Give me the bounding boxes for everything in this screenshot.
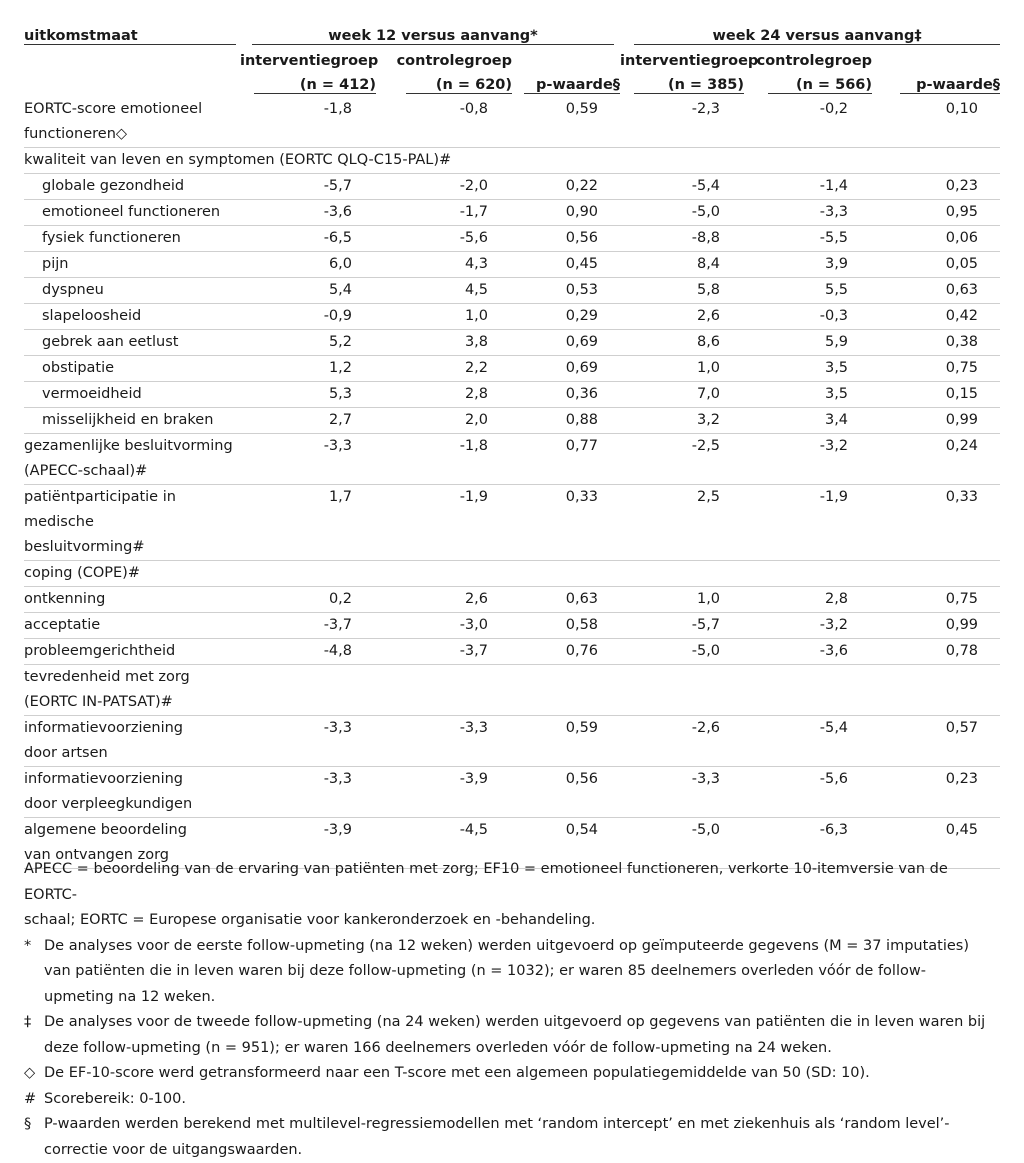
table-cell: -0,8 <box>376 97 512 148</box>
table-cell <box>240 665 376 716</box>
table-cell: 0,75 <box>872 587 1000 613</box>
table-cell: -1,9 <box>376 485 512 561</box>
table-cell: 2,6 <box>620 304 744 330</box>
table-cell: 2,8 <box>744 587 872 613</box>
table-cell: 0,78 <box>872 639 1000 665</box>
table-cell: -1,8 <box>240 97 376 148</box>
table-cell: -5,0 <box>620 639 744 665</box>
table-cell: -5,7 <box>240 174 376 200</box>
table-cell: 0,23 <box>872 174 1000 200</box>
table-cell: -1,4 <box>744 174 872 200</box>
table-cell: 0,99 <box>872 408 1000 434</box>
row-label: informatievoorziening door artsen <box>24 716 240 767</box>
table-cell: -1,8 <box>376 434 512 485</box>
table-cell: 2,6 <box>376 587 512 613</box>
footnote-text: De analyses voor de eerste follow-upmeting (na 12 weken) werden uitgevoerd op geïmputeerde gegevens (M = 37 imputaties) van patiënten die in leven waren bij deze follow-upmeting (n = 1032); er waren 85 deelnemers overleden vóór de follow-upmeting na 12 weken. <box>44 937 970 1005</box>
table-cell: -0,9 <box>240 304 376 330</box>
table-cell: -3,2 <box>744 613 872 639</box>
table-cell: 0,69 <box>512 330 620 356</box>
footnote-item <box>24 1061 994 1087</box>
table-cell: 0,75 <box>872 356 1000 382</box>
footnote-text: De EF-10-score werd getransformeerd naar een T-score met een algemeen populatiegemiddelde van 50 (SD: 10). <box>44 1065 870 1081</box>
row-label: EORTC-score emotioneel functioneren◇ <box>24 97 240 148</box>
table-cell: -3,9 <box>376 767 512 818</box>
table-cell: 7,0 <box>620 382 744 408</box>
table-cell: 0,57 <box>872 716 1000 767</box>
table-cell: 0,38 <box>872 330 1000 356</box>
header-n24-control: (n = 566) <box>744 73 872 97</box>
table-cell: 0,2 <box>240 587 376 613</box>
footnote-symbol: § <box>24 1116 32 1132</box>
table-cell <box>872 665 1000 716</box>
footnote-symbol: ◇ <box>24 1065 36 1081</box>
table-cell: 5,3 <box>240 382 376 408</box>
table-cell <box>512 561 620 587</box>
table-cell: -4,5 <box>376 818 512 869</box>
row-label: dyspneu <box>24 278 240 304</box>
table-cell: 0,05 <box>872 252 1000 278</box>
table-row <box>24 304 1000 330</box>
results-table <box>24 24 1000 869</box>
row-label: informatievoorziening door verpleegkundigen <box>24 767 240 818</box>
row-label: globale gezondheid <box>24 174 240 200</box>
table-cell: 4,3 <box>376 252 512 278</box>
table-cell: 5,9 <box>744 330 872 356</box>
table-row <box>24 587 1000 613</box>
table-cell: -5,4 <box>620 174 744 200</box>
header-w12-intervention: interventiegroep <box>240 53 379 69</box>
table-cell: 0,76 <box>512 639 620 665</box>
table-cell: -3,6 <box>240 200 376 226</box>
table-cell <box>376 561 512 587</box>
table-cell: -2,5 <box>620 434 744 485</box>
table-cell: -6,5 <box>240 226 376 252</box>
table-row <box>24 148 1000 174</box>
table-row <box>24 278 1000 304</box>
table-cell: 2,0 <box>376 408 512 434</box>
row-label: misselijkheid en braken <box>24 408 240 434</box>
table-cell: 8,4 <box>620 252 744 278</box>
table-cell: -3,7 <box>376 639 512 665</box>
table-cell: 0,33 <box>512 485 620 561</box>
footnote-item <box>24 1010 994 1061</box>
row-label: vermoeidheid <box>24 382 240 408</box>
header-n24-intervention: (n = 385) <box>620 73 744 97</box>
table-cell: 1,7 <box>240 485 376 561</box>
footnote-item <box>24 1112 994 1163</box>
table-cell: -5,0 <box>620 200 744 226</box>
table-cell: 2,5 <box>620 485 744 561</box>
header-outcome: uitkomstmaat <box>24 24 240 49</box>
table-cell: 0,24 <box>872 434 1000 485</box>
table-cell: 5,5 <box>744 278 872 304</box>
table-cell: 0,95 <box>872 200 1000 226</box>
table-cell: 0,56 <box>512 226 620 252</box>
table-cell: -3,0 <box>376 613 512 639</box>
table-cell: 0,54 <box>512 818 620 869</box>
table-cell: -3,3 <box>620 767 744 818</box>
table-cell: 0,69 <box>512 356 620 382</box>
table-cell: -3,3 <box>744 200 872 226</box>
table-cell: -2,6 <box>620 716 744 767</box>
table-cell: 3,4 <box>744 408 872 434</box>
table-cell: 0,53 <box>512 278 620 304</box>
footnote-item <box>24 1087 994 1113</box>
table-body <box>24 97 1000 869</box>
table-cell <box>620 665 744 716</box>
table-cell: -1,7 <box>376 200 512 226</box>
table-cell: -4,8 <box>240 639 376 665</box>
table-cell: 0,56 <box>512 767 620 818</box>
footnote-text: Scorebereik: 0-100. <box>44 1090 186 1107</box>
table-cell: 3,9 <box>744 252 872 278</box>
table-cell: 0,59 <box>512 97 620 148</box>
table-cell: 0,22 <box>512 174 620 200</box>
table-cell: 0,58 <box>512 613 620 639</box>
table-cell: -0,3 <box>744 304 872 330</box>
row-label: fysiek functioneren <box>24 226 240 252</box>
table-cell: 5,8 <box>620 278 744 304</box>
table-row <box>24 330 1000 356</box>
table-cell: -2,3 <box>620 97 744 148</box>
table-cell: 0,42 <box>872 304 1000 330</box>
table-cell: 0,77 <box>512 434 620 485</box>
table-cell: 0,59 <box>512 716 620 767</box>
footnote-symbol: * <box>24 937 32 954</box>
table-row <box>24 434 1000 485</box>
table-cell <box>872 561 1000 587</box>
table-cell: -3,3 <box>376 716 512 767</box>
table-cell: 0,88 <box>512 408 620 434</box>
table-row <box>24 716 1000 767</box>
table-cell: 0,63 <box>872 278 1000 304</box>
table-row <box>24 174 1000 200</box>
table-cell: 2,8 <box>376 382 512 408</box>
table-cell: 0,33 <box>872 485 1000 561</box>
table-cell: -3,6 <box>744 639 872 665</box>
table-row <box>24 408 1000 434</box>
table-row <box>24 767 1000 818</box>
footnote-symbol: ‡ <box>24 1014 32 1030</box>
table-cell: 0,45 <box>872 818 1000 869</box>
table-row <box>24 613 1000 639</box>
table-cell <box>744 665 872 716</box>
table-cell: 3,2 <box>620 408 744 434</box>
row-label: obstipatie <box>24 356 240 382</box>
table-cell <box>376 665 512 716</box>
row-label: pijn <box>24 252 240 278</box>
header-n12-control: (n = 620) <box>376 73 512 97</box>
table-row <box>24 356 1000 382</box>
abbreviations-note: APECC = beoordeling van de ervaring van patiënten met zorg; EF10 = emotioneel functioneren, verkorte 10-itemversie van de EORTC- schaal; EORTC = Europese organisatie voor kankeronderzoek en -behandeling. <box>24 861 948 928</box>
table-row <box>24 382 1000 408</box>
table-cell: -5,6 <box>376 226 512 252</box>
table-cell: -3,3 <box>240 767 376 818</box>
row-label: patiëntparticipatie in medische besluitvorming# <box>24 485 240 561</box>
row-label: tevredenheid met zorg (EORTC IN-PATSAT)# <box>24 665 240 716</box>
table-cell: -3,3 <box>240 716 376 767</box>
table-cell: -1,9 <box>744 485 872 561</box>
header-week24: week 24 versus aanvang‡ <box>620 24 1000 49</box>
table-cell: -3,3 <box>240 434 376 485</box>
table-cell: -2,0 <box>376 174 512 200</box>
table-row <box>24 226 1000 252</box>
table-cell: 4,5 <box>376 278 512 304</box>
table-cell: 1,2 <box>240 356 376 382</box>
table-cell: 0,10 <box>872 97 1000 148</box>
table-row <box>24 561 1000 587</box>
row-label: kwaliteit van leven en symptomen (EORTC QLQ-C15-PAL)# <box>24 148 1000 174</box>
row-label: algemene beoordeling van ontvangen zorg <box>24 818 240 869</box>
table-cell: 0,06 <box>872 226 1000 252</box>
table-row <box>24 639 1000 665</box>
table-row <box>24 97 1000 148</box>
table-cell: 3,5 <box>744 356 872 382</box>
table-cell: 0,36 <box>512 382 620 408</box>
table-cell: 0,90 <box>512 200 620 226</box>
table-cell: 0,23 <box>872 767 1000 818</box>
header-w12-control: controlegroep <box>396 53 512 69</box>
table-cell: 0,99 <box>872 613 1000 639</box>
table-cell <box>240 561 376 587</box>
table-cell: 5,4 <box>240 278 376 304</box>
table-cell <box>620 561 744 587</box>
table-cell: -5,4 <box>744 716 872 767</box>
row-label: probleemgerichtheid <box>24 639 240 665</box>
header-w24-intervention: interventiegroep <box>620 53 759 69</box>
table-row <box>24 252 1000 278</box>
header-week12: week 12 versus aanvang* <box>240 24 620 49</box>
footnote-text: De analyses voor de tweede follow-upmeting (na 24 weken) werden uitgevoerd op gegevens van patiënten die in leven waren bij deze follow-upmeting (n = 951); er waren 166 deelnemers overleden vóór de follow-upmeting na 24 weken. <box>44 1014 986 1056</box>
row-label: slapeloosheid <box>24 304 240 330</box>
header-pvalue-24: p-waarde§ <box>872 73 1000 97</box>
table-cell: 6,0 <box>240 252 376 278</box>
table-cell: -3,7 <box>240 613 376 639</box>
footnotes <box>24 857 994 1163</box>
table-cell: 1,0 <box>620 356 744 382</box>
table-cell: 2,2 <box>376 356 512 382</box>
table-row <box>24 485 1000 561</box>
footnote-item <box>24 934 994 1011</box>
footnote-symbol: # <box>24 1090 37 1107</box>
table-cell: 5,2 <box>240 330 376 356</box>
table-cell: 8,6 <box>620 330 744 356</box>
row-label: ontkenning <box>24 587 240 613</box>
table-cell: 1,0 <box>376 304 512 330</box>
header-w24-control: controlegroep <box>756 53 873 69</box>
table-cell: -0,2 <box>744 97 872 148</box>
table-cell <box>512 665 620 716</box>
table-cell: -8,8 <box>620 226 744 252</box>
row-label: acceptatie <box>24 613 240 639</box>
row-label: coping (COPE)# <box>24 561 240 587</box>
table-cell: 0,63 <box>512 587 620 613</box>
row-label: emotioneel functioneren <box>24 200 240 226</box>
table-row <box>24 200 1000 226</box>
table-cell: 0,29 <box>512 304 620 330</box>
table-cell: 1,0 <box>620 587 744 613</box>
table-cell: 0,45 <box>512 252 620 278</box>
table-cell: -3,2 <box>744 434 872 485</box>
table-cell: 0,15 <box>872 382 1000 408</box>
header-n12-intervention: (n = 412) <box>240 73 376 97</box>
row-label: gezamenlijke besluitvorming (APECC-schaal)# <box>24 434 240 485</box>
table-cell: -5,7 <box>620 613 744 639</box>
table-cell: 3,8 <box>376 330 512 356</box>
row-label: gebrek aan eetlust <box>24 330 240 356</box>
footnote-text: P-waarden werden berekend met multilevel-regressiemodellen met ‘random intercept’ en met ziekenhuis als ‘random level’-correctie voor de uitgangswaarden. <box>44 1116 950 1158</box>
table-cell: -6,3 <box>744 818 872 869</box>
table-cell: 3,5 <box>744 382 872 408</box>
table-cell: 2,7 <box>240 408 376 434</box>
table-cell: -5,0 <box>620 818 744 869</box>
table-cell: -5,6 <box>744 767 872 818</box>
table-cell: -5,5 <box>744 226 872 252</box>
table-cell: -3,9 <box>240 818 376 869</box>
table-row <box>24 665 1000 716</box>
table-cell <box>744 561 872 587</box>
header-pvalue-12: p-waarde§ <box>512 73 620 97</box>
